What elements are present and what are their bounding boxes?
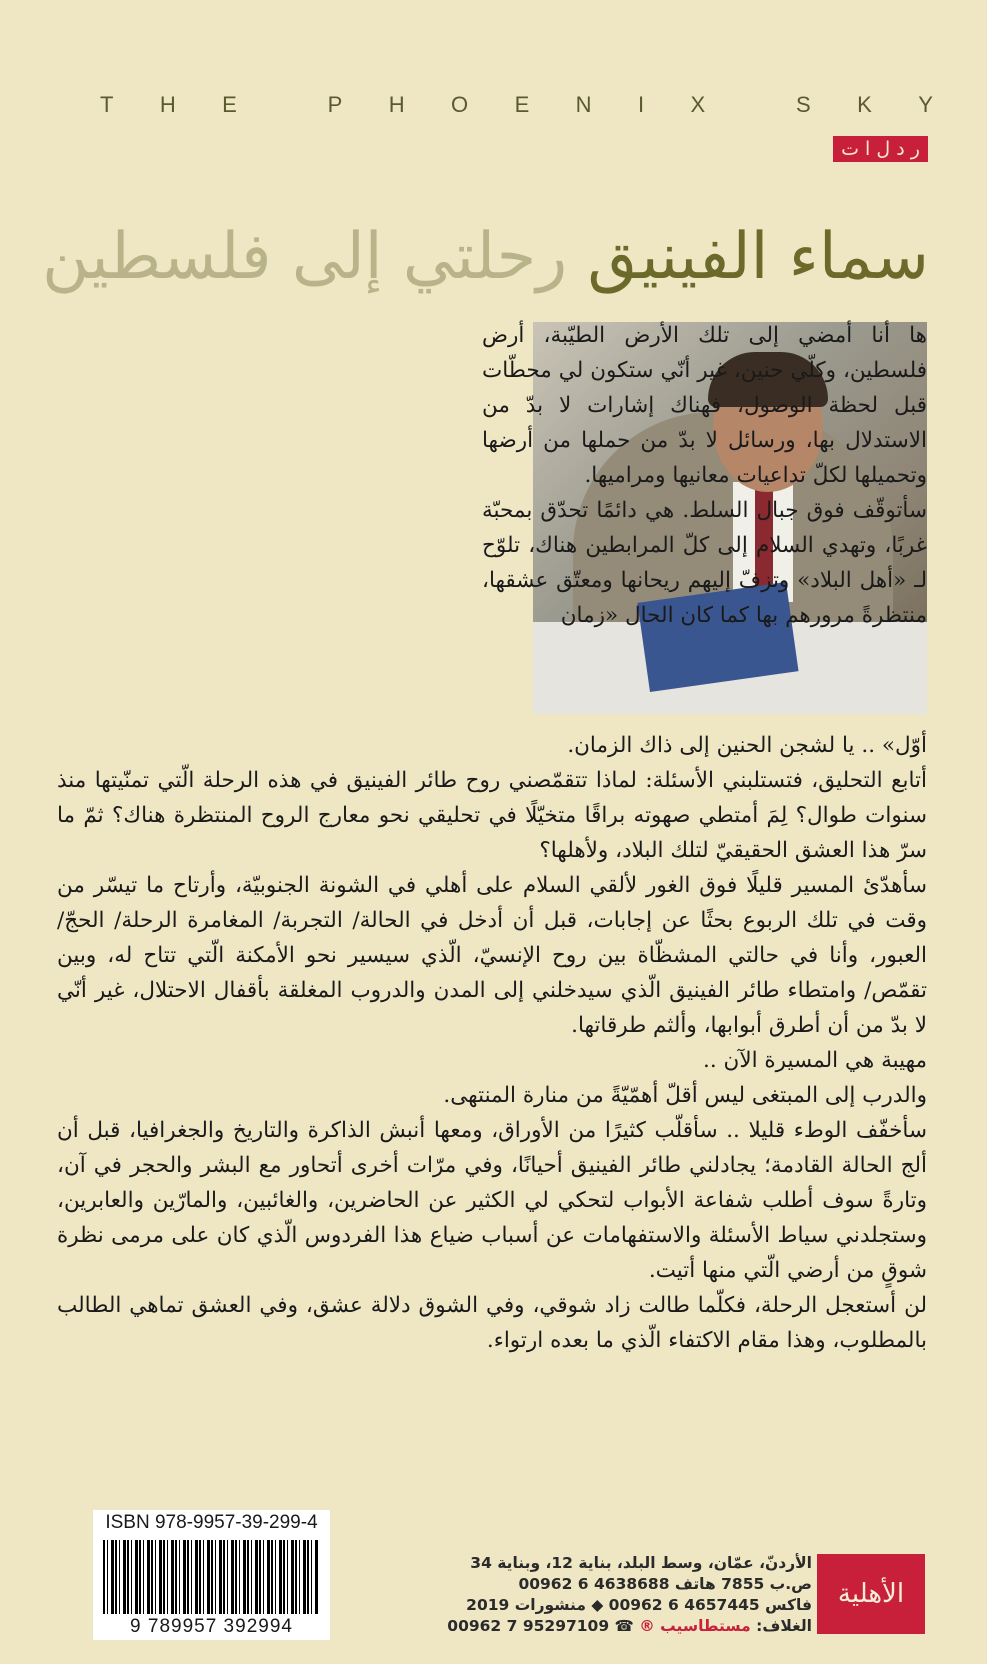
cover-label: الغلاف: [756, 1617, 812, 1635]
paragraph: والدرب إلى المبتغى ليس أقلّ أهمّيّةً من منارة المنتهى. [443, 1083, 927, 1108]
series-letter: E [514, 92, 532, 117]
address-line: الأردنّ، عمّان، وسط البلد، بناية 12، وبناية 34 [470, 1554, 812, 1572]
series-letter: H [159, 92, 178, 117]
series-letter: O [451, 92, 471, 117]
publisher-logo: الأهلية [817, 1554, 925, 1634]
fax-line: فاكس 4657445 6 00962 ◆ منشورات 2019 [466, 1596, 812, 1614]
genre-badge: ر د ل ا ت [833, 136, 928, 162]
paragraph: ها أنا أمضي إلى تلك الأرض الطيّبة، أرض فلسطين، وكلّي حنين، غير أنّي ستكون لي محطّات قبل لحظة الوصول، فهناك إشارات لا بدّ من الاستدلال بها، ورسائل لا بدّ من حملها من أرضها وتحميلها لكلّ تداعيات معانيها ومراميها. [482, 323, 927, 488]
series-letter: H [388, 92, 407, 117]
series-letter: E [222, 92, 239, 117]
paragraph: سأتوقّف فوق جبال السلط. هي دائمًا تحدّق بمحبّة غربًا، وتهدي السلام إلى كلّ المرابطين هناك، تلوّح لـ «أهل البلاد» وتزفّ إليهم ريحانها ومعتّق عشقها، منتظرةً مرورهم بها كما كان الحال «زمان [482, 498, 927, 628]
designer-phone: ☎ 95297109 7 00962 [447, 1617, 634, 1635]
paragraph: أتابع التحليق، فتستلبني الأسئلة: لماذا تتقمّصني روح طائر الفينيق في هذه الرحلة الّتي تمنّيتها منذ سنوات طوال؟ لِمَ أمتطي صهوته براقًا متخيّلًا في تحليقي نحو معارج الروح المنتظرة هناك؟ ثمّ ما سرّ هذا العشق الحقيقيّ لتلك البلاد، ولأهلها؟ [57, 768, 927, 863]
isbn-text: ISBN 978-9957-39-299-4 [105, 1512, 318, 1533]
barcode-bars [103, 1540, 318, 1614]
title-subtitle: رحلتي إلى فلسطين [42, 220, 568, 294]
cover-designer: مستطاسيب ® [639, 1617, 751, 1635]
ean-number: 9 789957 392994 [130, 1616, 293, 1637]
paragraph: لن أستعجل الرحلة، فكلّما طالت زاد شوقي، وفي الشوق دلالة عشق، وفي العشق تماهي الطالب بالمطلوب، وهذا مقام الاكتفاء الّذي ما بعده ارتواء. [57, 1293, 927, 1353]
publisher-info [447, 1553, 812, 1637]
series-letter: I [637, 92, 647, 117]
title-main: سماء الفينيق [587, 220, 929, 294]
series-letter: X [690, 92, 708, 117]
series-title [100, 92, 935, 118]
phone-line: ص.ب 7855 هاتف 4638688 6 00962 [518, 1575, 812, 1593]
paragraph: سأهدّئ المسير قليلًا فوق الغور لألقي السلام على أهلي في الشونة الجنوبيّة، وأرتاح ما تيسّر من وقت في تلك الربوع بحثًا عن إجابات، قبل أن أدخل في الحالة/ التجربة/ المغامرة الرحلة/ الحجّ/ العبور، وأنا في حالتي المشظّاة بين روح الإنسيّ، الّذي سيسير نحو الأمكنة الّتي تتاح له، وبين تقمّص/ وامتطاء طائر الفينيق الّذي سيدخلني إلى المدن والدروب المغلقة بأقفال الاحتلال، غير أنّي لا بدّ من أن أطرق أبوابها، وألثم طرقاتها. [57, 873, 927, 1038]
blurb-full [57, 728, 927, 1358]
series-letter: N [575, 92, 594, 117]
paragraph: سأخفّف الوطء قليلا .. سأقلّب كثيرًا من الأوراق، ومعها أنبش الذاكرة والتاريخ والجغرافيا، قبل أن ألج الحالة القادمة؛ يجادلني طائر الفينيق أحيانًا، وفي مرّات أخرى أتحاور مع البشر والحجر في آن، وتارةً سوف أطلب شفاعة الأبواب لتحكي لي الكثير عن الحاضرين، والغائبين، والمارّين والعابرين، وستجلدني سياط الأسئلة والاستفهامات عن أسباب ضياع هذا الفردوس الّذي كان على مرمى نظرة شوقٍ من أرضي الّتي منها أتيت. [57, 1118, 927, 1283]
book-title [42, 220, 929, 294]
cover-credit-line [447, 1616, 812, 1637]
paragraph: أوّل» .. يا لشجن الحنين إلى ذاك الزمان. [567, 733, 927, 758]
paragraph: مهيبة هي المسيرة الآن .. [703, 1048, 927, 1073]
series-letter: S [796, 92, 813, 117]
series-letter: K [857, 92, 874, 117]
series-letter: Y [918, 92, 935, 117]
series-letter: P [327, 92, 345, 117]
isbn-barcode [93, 1510, 330, 1640]
series-letter: T [100, 92, 116, 117]
blurb-column [482, 318, 927, 633]
